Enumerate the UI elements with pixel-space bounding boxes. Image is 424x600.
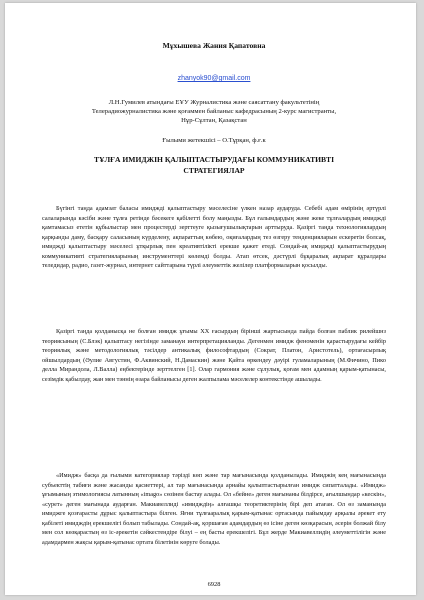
affiliation-line: Телерадиожурналистика және қоғаммен байланыс кафедрасының 2-курс магистранты, [91, 108, 337, 116]
affiliation [42, 98, 386, 126]
supervisor-line: Ғылыми жетекшісі – О.Тұрқан, ф.ғ.к [162, 137, 266, 144]
body-paragraph: Бүгінгі таңда адамзат баласы имиджді қалыптастыру мәселесіне үлкен назар аударуда. Себебі адам өмірінің әртүрлі салаларында кәсіби және тұлға ретінде бәсекеге қабілетті болу маңызды. Бұл ғалымдардың және жеке тұлғалардың имиджді қамтамасыз ететін құбылыстар мен процестерді зерттеуге қызығушылықтарын арттыруда. Қазіргі таңда технологиялардың қарқынды даму, басқару саласының күрделену, ақпараттың көбею, оқиғалардың тез өзгеру тенденцияларын ескеретін болсақ, имиджді қалыптастыру мәселесі ұтқырлық пен креативтілікті ерекше қажет етеді. Сондай-ақ имиджді қалыптастырудың коммуникативті стратегияларының инструменттері көлемді болды. Атап өтсек, дәстүрлі бұқаралық ақпарат құралдары теледидар, радио, газет-журнал, интернет сайттарына түрлі әлеуметтік желілер платформаларын қосылды. [42, 205, 386, 270]
document-page [5, 3, 416, 595]
affiliation-line: Л.Н.Гумилев атындағы ЕҰУ Журналистика және саясаттану факультетінің [108, 99, 320, 106]
author-name: Мұхышева Жания Қапатовна [162, 41, 266, 50]
body-paragraph: Қазіргі таңда қолданысқа не болған имидж ұғымы XX ғасырдың бірінші жартысында пайда болған паблик рилейшнз теориясының (С.Блэк) қалыптасу негізінде заманауи интерпретацияланды. Дегенмен имидж феноменін қарастырудағы кейбір теориялық және методологиялық тәсілдер антикалық философтардың (Сократ, Платон, Аристотель), ортағасырлық ойшылдардың (Әулие Августин, Ф.Аквинский, Н.Дамаскин) және Қайта өркендеу дәуірі гуламаларының (М.Фичино, Пико делла Мирандола, Л.Валла) еңбектерінде зерттелген [1]. Олар гармония және сұлулық, қоғам мен адамның қарым-қатынасы, сезімдік қабылдау, жан мен тәннің өзара байланысы деген жалпылама мәселелер контекстінде ашылады. [42, 328, 386, 383]
page-number: 6928 [207, 581, 221, 588]
title-line: ТҰЛҒА ИМИДЖІН ҚАЛЫПТАСТЫРУДАҒЫ КОММУНИКАТИВТІ [93, 155, 335, 164]
affiliation-line: Нұр-Сұлтан, Қазақстан [181, 117, 247, 125]
author-email-link[interactable]: zhanyok90@gmail.com [177, 75, 251, 82]
title-line: СТРАТЕГИЯЛАР [183, 165, 245, 175]
body-paragraph: «Имидж» басқа да ғылыми категориялар тәрізді көп және тар мағынасында қолданылады. Имиджің кең мағынасында субъекттің табиғи және жасанды қасиеттері, ал тар мағынасында арнайы қалыптастырылған имидж сипатталады. «Имидж» ұғымының этимологиясы латынның «imago» сөзінен бастау алады. Ол «бейне» деген мағынаны білдірсе, ағылшындар «кескін», «сурет» деген мағынада аударған. Макиавеллиді «имидждің» алғашқы теоретиктерінің бірі деп атаған. Ол өз заманында имиджге қозғарасты дұрыс қалыптастыра білген. Яғни тұлғааралық қарым-қатынас ортасында пайымдау арқылы әрекет ету қабілеті имидждің ерекшелігі болып табылады. Сондай-ақ, қоршаған адамдардың өз ісіне деген көзқарасын, әсерін болжай білу мен сол көзқарастың өз іс-әрекетін сәйкестендіре білуі – ең басты ерекшелігі. Бұл жерде Макиавеллидің әлеуметтілігін және адамдармен жақсы қарым-қатынас ортата білетінін көруге болады. [42, 472, 386, 546]
article-title [42, 155, 386, 176]
